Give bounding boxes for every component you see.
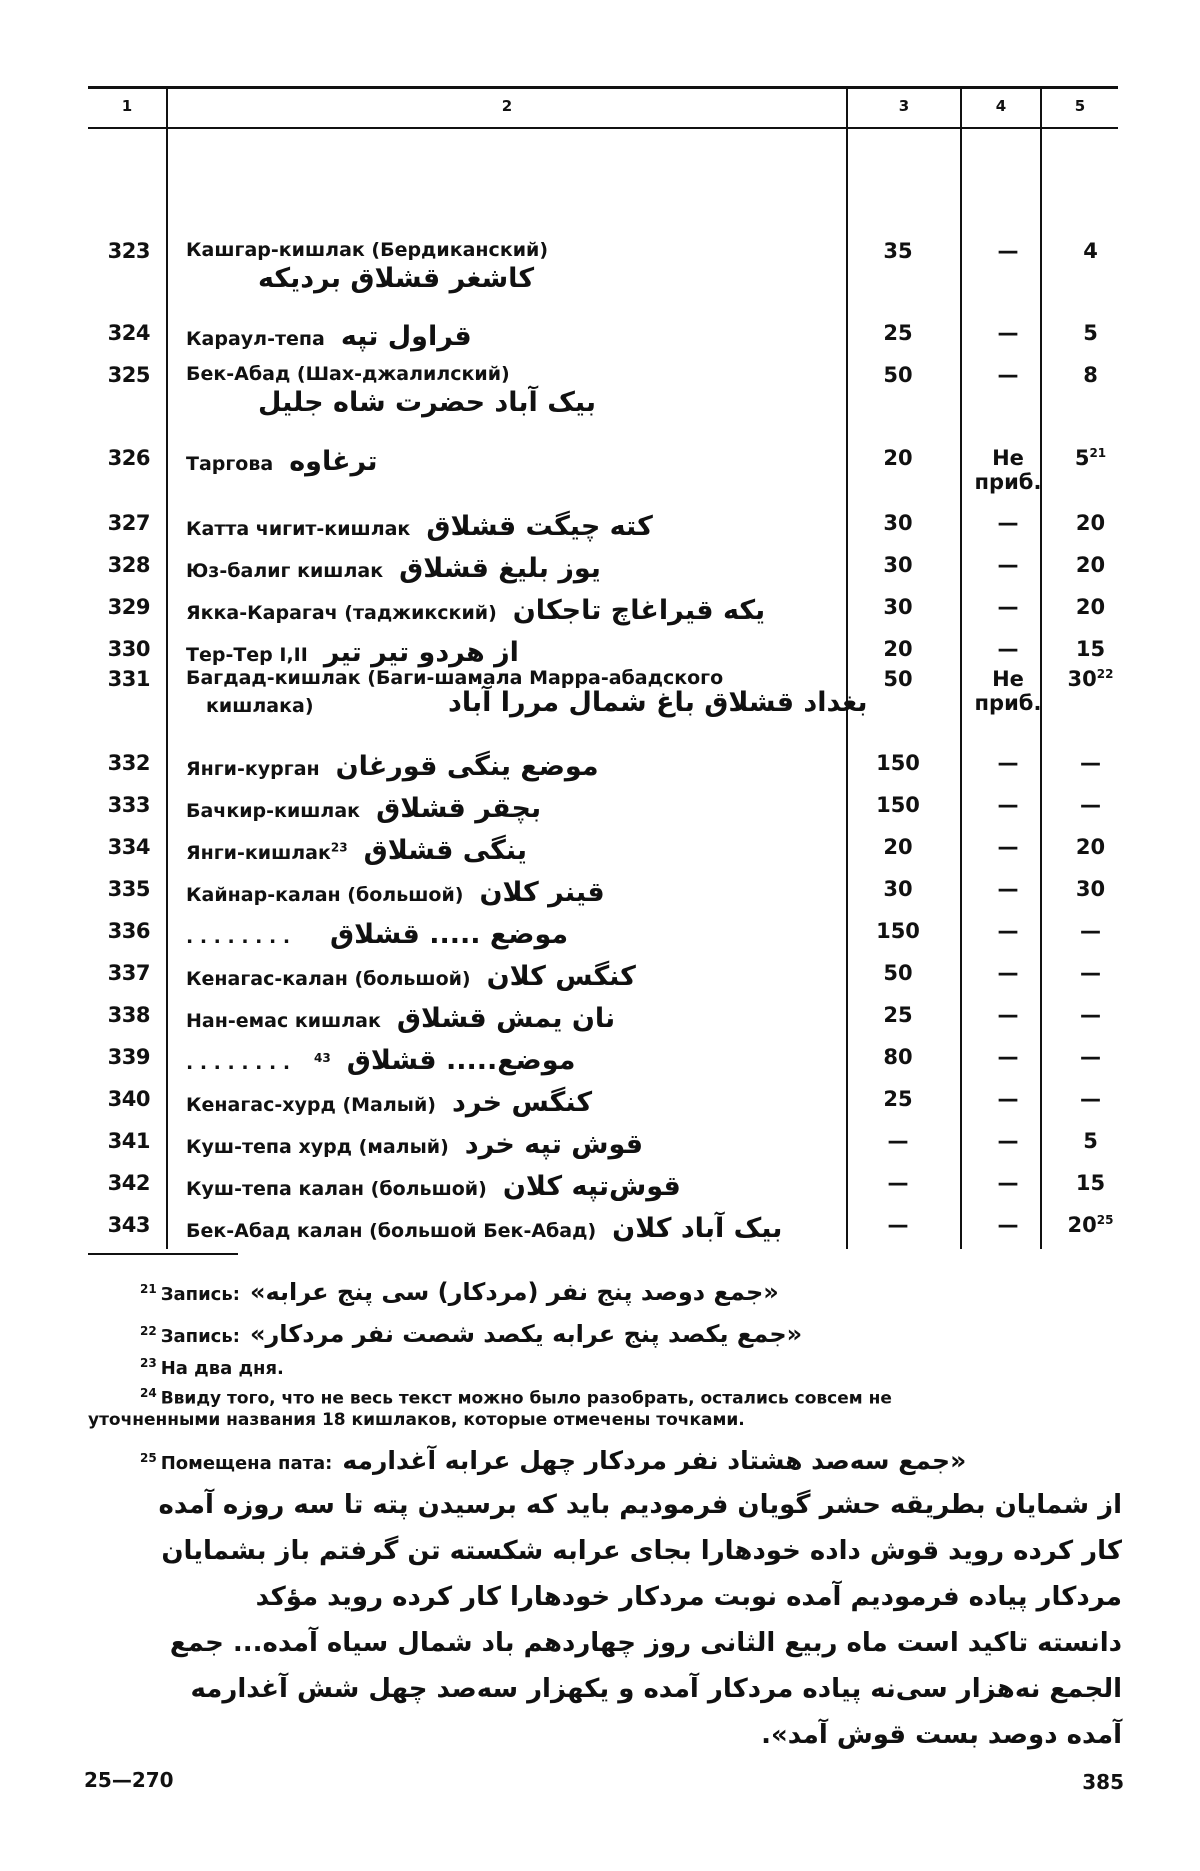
col3-value: 25 — [883, 1087, 913, 1111]
column-header-5: 5 — [1074, 97, 1086, 115]
place-name — [186, 919, 926, 950]
col3-value: 50 — [883, 667, 913, 691]
russian-name: . . . . . . . . — [186, 926, 291, 948]
col3-value: — — [887, 1213, 909, 1237]
col5-value: — — [1080, 1087, 1101, 1111]
place-name — [186, 751, 926, 782]
footnote-label: Запись: — [160, 1284, 240, 1305]
row-number: 330 — [107, 637, 150, 661]
col5-value: 15 — [1075, 637, 1106, 661]
data-table — [88, 86, 1118, 1249]
row-number: 342 — [107, 1171, 150, 1195]
col5-value: 5 — [1083, 1129, 1098, 1153]
place-name — [186, 637, 926, 668]
persian-name: کنگس کلان — [486, 961, 636, 992]
col5-value: — — [1080, 1003, 1101, 1027]
persian-name: قوش‌تپه کلان — [502, 1171, 681, 1202]
col3-value: 20 — [883, 637, 913, 661]
place-name — [186, 877, 926, 908]
footnote-ref: 22 — [1096, 667, 1114, 681]
place-name — [186, 1129, 926, 1160]
col5-value: 20 — [1075, 595, 1106, 619]
footnote-number: 22 — [140, 1324, 157, 1338]
row-number: 325 — [107, 363, 150, 387]
place-name: Бек-Абад (Шах-джалилский) — [186, 363, 510, 385]
row-number: 338 — [107, 1003, 150, 1027]
footnote-21 — [140, 1278, 779, 1306]
row-number: 327 — [107, 511, 150, 535]
place-name — [186, 793, 926, 824]
col5-value: — — [1080, 793, 1101, 817]
place-name — [186, 835, 926, 866]
col4-value: — — [997, 1087, 1019, 1111]
footnote-ref: 21 — [1089, 446, 1107, 460]
col5-value — [1053, 667, 1128, 691]
persian-name: نان یمش قشلاق — [396, 1003, 616, 1034]
col3-value: — — [887, 1129, 909, 1153]
col5-number: 30 — [1067, 667, 1097, 691]
col4-value: — — [997, 363, 1019, 387]
footnote-number: 21 — [140, 1282, 157, 1296]
place-name: Кашгар-кишлак (Бердиканский) — [186, 239, 549, 261]
footnote-ref: 23 — [330, 840, 348, 855]
footnote-text: На два дня. — [160, 1358, 284, 1379]
persian-name: ینگی قشلاق — [363, 835, 527, 866]
persian-paragraph-line: آمده دوصد بست قوش آمد». — [761, 1720, 1122, 1750]
col5-value: 8 — [1083, 363, 1098, 387]
footnote-persian: «جمع دوصد پنج نفر (مردکار) سی پنج عرابه» — [249, 1278, 779, 1306]
column-header-1: 1 — [121, 97, 133, 115]
col3-value: 25 — [883, 1003, 913, 1027]
persian-name: قینر کلان — [479, 877, 605, 908]
persian-name: موضع..... قشلاق — [346, 1045, 576, 1076]
col4-value: — — [997, 553, 1019, 577]
col5-value: 15 — [1075, 1171, 1106, 1195]
russian-name: Тер-Тер I,II — [186, 644, 308, 666]
col4-value: Не приб. — [974, 446, 1042, 494]
russian-name: Куш-тепа калан (большой) — [186, 1178, 487, 1200]
persian-paragraph-line: از شمایان بطریقه حشر گویان فرمودیم باید که برسیدن پته تا سه روزه آمده — [158, 1490, 1122, 1520]
russian-name: Кенагас-калан (большой) — [186, 968, 471, 990]
col4-value: — — [997, 239, 1019, 263]
col5-value: 30 — [1075, 877, 1106, 901]
col5-value: — — [1080, 919, 1101, 943]
place-name — [186, 1213, 926, 1244]
footnote-persian: «جمع یکصد پنج عرابه یکصد شصت نفر مردکار» — [249, 1320, 803, 1348]
row-number: 324 — [107, 321, 150, 345]
row-number: 339 — [107, 1045, 150, 1069]
col4-value: — — [997, 637, 1019, 661]
row-number: 326 — [107, 446, 150, 470]
persian-paragraph-line: دانسته تاکید است ماه ربیع الثانی روز چهاردهم باد شمال سیاه آمده... جمع — [169, 1628, 1122, 1658]
footnote-24 — [140, 1386, 892, 1409]
col5-value: 4 — [1083, 239, 1098, 263]
persian-name: بیک آباد حضرت شاه جلیل — [258, 387, 597, 418]
col5-value — [1053, 1213, 1128, 1237]
persian-name: ترغاوه — [289, 446, 378, 477]
col3-value: 50 — [883, 363, 913, 387]
persian-name: کنگس خرد — [451, 1087, 593, 1118]
footnote-number: 24 — [140, 1386, 157, 1400]
russian-name: Куш-тепа хурд (малый) — [186, 1136, 449, 1158]
persian-name: بیک آباد کلان — [612, 1213, 783, 1244]
col4-value: — — [997, 1171, 1019, 1195]
col4-value: — — [997, 919, 1019, 943]
place-name — [186, 1003, 926, 1034]
col3-value: 25 — [883, 321, 913, 345]
persian-name: یکه قیراغاچ تاجکان — [512, 595, 766, 626]
row-number: 334 — [107, 835, 150, 859]
persian-name: کته چیگت قشلاق — [426, 511, 653, 542]
place-name — [186, 446, 926, 477]
col4-value — [968, 667, 1048, 715]
column-header-2: 2 — [501, 97, 513, 115]
page-number: 385 — [1082, 1770, 1124, 1794]
row-number: 323 — [107, 239, 150, 263]
footnote-rule — [88, 1253, 238, 1255]
footnote-persian: «جمع سه‌صد هشتاد نفر مردکار چهل عرابه آغدارمه — [342, 1446, 967, 1475]
col3-value: 150 — [876, 751, 920, 775]
col4-value: — — [997, 1045, 1019, 1069]
persian-name: یوز بلیغ قشلاق — [399, 553, 601, 584]
russian-name: Юз-балиг кишлак — [186, 560, 384, 582]
footnote-label: Запись: — [160, 1326, 240, 1347]
header-rule — [88, 127, 1118, 129]
row-number: 343 — [107, 1213, 150, 1237]
col4-value: — — [997, 877, 1019, 901]
place-name — [186, 1171, 926, 1202]
row-number: 336 — [107, 919, 150, 943]
footnote-ref: 25 — [1096, 1213, 1114, 1227]
col3-value: 30 — [883, 553, 913, 577]
row-number: 331 — [107, 667, 150, 691]
footnote-22 — [140, 1320, 802, 1348]
column-divider — [166, 89, 168, 1249]
footnote-ref: 43 — [314, 1050, 331, 1065]
footnote-23 — [140, 1356, 284, 1379]
russian-name: Нан-емас кишлак — [186, 1010, 381, 1032]
column-header-4: 4 — [995, 97, 1007, 115]
col3-value: 80 — [883, 1045, 913, 1069]
persian-name: بچقر قشلاق — [376, 793, 542, 824]
column-header-3: 3 — [898, 97, 910, 115]
russian-name: Янги-курган — [186, 758, 320, 780]
row-number: 340 — [107, 1087, 150, 1111]
russian-name: Бек-Абад калан (большой Бек-Абад) — [186, 1220, 597, 1242]
persian-name: قوش تپه خرد — [464, 1129, 644, 1160]
col4-value: — — [997, 511, 1019, 535]
signature-mark: 25—270 — [84, 1768, 174, 1792]
col5-value — [1053, 446, 1128, 470]
col5-value: 20 — [1075, 511, 1106, 535]
row-number: 335 — [107, 877, 150, 901]
russian-name: Янги-кишлак — [186, 842, 331, 864]
persian-name: کاشغر قشلاق بردیکه — [258, 263, 535, 294]
col4-value: — — [997, 793, 1019, 817]
col4-value: — — [997, 1003, 1019, 1027]
persian-name: بغداد قشلاق باغ شمال مررا آباد — [448, 687, 868, 718]
persian-paragraph-line: کار کرده روید قوش داده خودهارا بجای عرابه شکسته تن گرفتم باز بشمایان — [161, 1536, 1122, 1566]
persian-name: قراول تپه — [340, 321, 472, 352]
col4-value: — — [997, 751, 1019, 775]
row-number: 332 — [107, 751, 150, 775]
place-name — [186, 511, 926, 542]
russian-name: Кенагас-хурд (Малый) — [186, 1094, 436, 1116]
footnote-label: Помещена пата: — [160, 1453, 333, 1474]
footnote-24-continued: уточненными названия 18 кишлаков, которые отмечены точками. — [88, 1410, 745, 1430]
col5-number: 20 — [1067, 1213, 1097, 1237]
russian-name: Кайнар-калан (большой) — [186, 884, 464, 906]
place-name — [186, 553, 926, 584]
col4-value: — — [997, 595, 1019, 619]
place-name — [186, 321, 926, 352]
col3-value: 150 — [876, 793, 920, 817]
russian-name: Якка-Карагач (таджикский) — [186, 602, 497, 624]
persian-paragraph-line: مردکار پیاده فرمودیم آمده نوبت مردکار خودهارا کار کرده روید مؤکد — [255, 1582, 1122, 1612]
col3-value: 30 — [883, 511, 913, 535]
col4-value: — — [997, 1129, 1019, 1153]
footnote-number: 23 — [140, 1356, 157, 1370]
col3-value: — — [887, 1171, 909, 1195]
col5-value: — — [1080, 1045, 1101, 1069]
col3-value: 20 — [883, 835, 913, 859]
russian-name: . . . . . . . . — [186, 1052, 291, 1074]
place-name — [186, 1087, 926, 1118]
russian-name: Таргова — [186, 453, 274, 475]
col3-value: 30 — [883, 595, 913, 619]
place-name-continued: кишлака) — [206, 695, 314, 717]
col4-text: Не приб. — [974, 667, 1042, 715]
col4-value: — — [997, 835, 1019, 859]
col3-value: 35 — [883, 239, 913, 263]
col5-value: — — [1080, 751, 1101, 775]
footnote-25 — [140, 1446, 966, 1475]
col5-value: 20 — [1075, 553, 1106, 577]
row-number: 333 — [107, 793, 150, 817]
row-number: 329 — [107, 595, 150, 619]
row-number: 337 — [107, 961, 150, 985]
russian-name: Бачкир-кишлак — [186, 800, 361, 822]
persian-name: موضع ینگی قورغان — [335, 751, 599, 782]
col5-value: 20 — [1075, 835, 1106, 859]
col3-value: 50 — [883, 961, 913, 985]
russian-name: Катта чигит-кишлак — [186, 518, 411, 540]
place-name: Багдад-кишлак (Баги-шамала Марра-абадского — [186, 667, 724, 689]
col3-value: 20 — [883, 446, 913, 470]
row-number: 341 — [107, 1129, 150, 1153]
persian-name: از هردو تیر تیر — [323, 637, 519, 668]
col3-value: 150 — [876, 919, 920, 943]
persian-name: موضع ..... قشلاق — [330, 919, 569, 950]
col4-value: — — [997, 1213, 1019, 1237]
row-number: 328 — [107, 553, 150, 577]
col3-value: 30 — [883, 877, 913, 901]
col5-value: — — [1080, 961, 1101, 985]
col5-number: 5 — [1074, 446, 1090, 470]
col4-value: — — [997, 321, 1019, 345]
col4-value: — — [997, 961, 1019, 985]
persian-paragraph-line: الجمع نه‌هزار سی‌نه پیاده مردکار آمده و یکهزار سه‌صد چهل شش آغدارمه — [190, 1674, 1122, 1704]
place-name — [186, 1045, 926, 1076]
column-divider — [960, 89, 962, 1249]
russian-name: Караул-тепа — [186, 328, 325, 350]
footnote-text: Ввиду того, что не весь текст можно было разобрать, остались совсем не — [160, 1388, 892, 1409]
place-name — [186, 595, 926, 626]
col5-value: 5 — [1083, 321, 1098, 345]
footnote-number: 25 — [140, 1451, 157, 1465]
place-name — [186, 961, 926, 992]
